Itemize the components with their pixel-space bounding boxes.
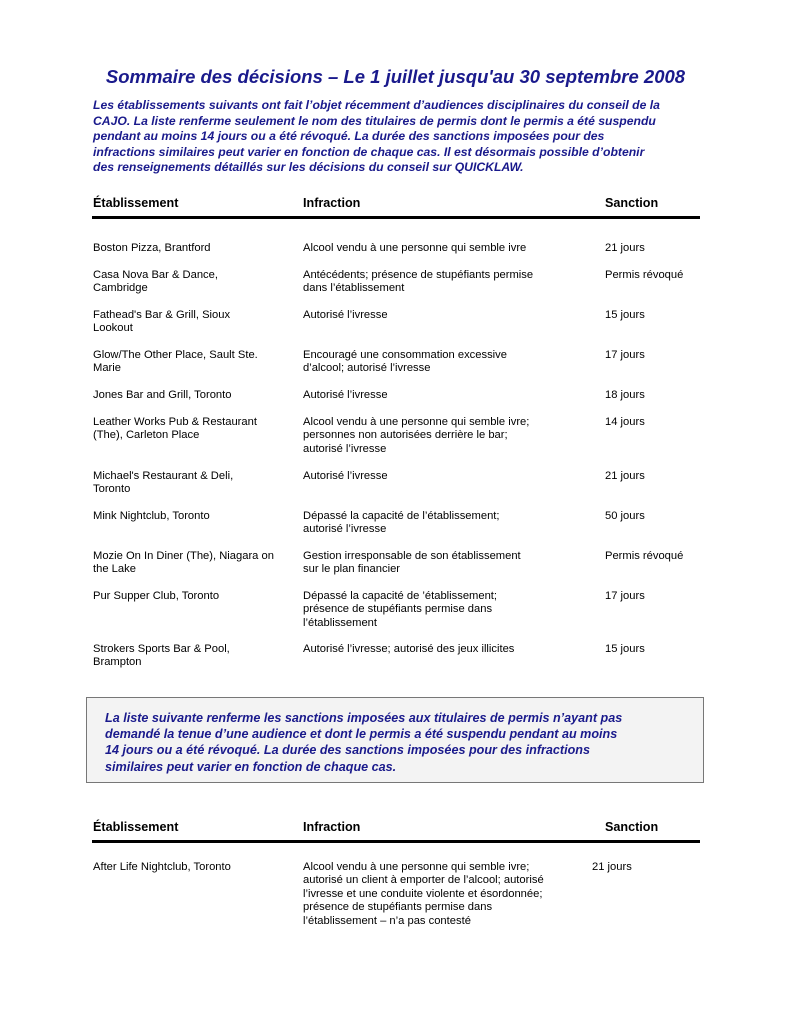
cell-sanction bbox=[605, 550, 705, 563]
cell-establishment-line: Michael's Restaurant & Deli, bbox=[93, 470, 234, 482]
cell-establishment bbox=[93, 416, 288, 443]
cell-offence-line: Dépassé la capacité de l’établissement; bbox=[303, 510, 500, 522]
cell-sanction bbox=[605, 242, 705, 255]
cell-offence bbox=[303, 269, 558, 296]
cell-offence-line: l’ivresse et une conduite violente et ésordonnée; bbox=[303, 887, 543, 900]
cell-establishment-line: Cambridge bbox=[93, 282, 148, 295]
cell-offence-line: Alcool vendu à une personne qui semble ivre; bbox=[303, 416, 530, 428]
cell-establishment-line: Leather Works Pub & Restaurant bbox=[93, 416, 257, 428]
cell-sanction-line: 14 jours bbox=[605, 416, 645, 428]
cell-offence bbox=[303, 861, 558, 928]
cell-offence bbox=[303, 416, 558, 456]
table1-header-offence: Infraction bbox=[303, 196, 361, 210]
cell-establishment bbox=[93, 269, 288, 296]
cell-establishment-line: (The), Carleton Place bbox=[93, 429, 200, 442]
cell-establishment-line: After Life Nightclub, Toronto bbox=[93, 861, 231, 873]
intro-line: des renseignements détaillés sur les décisions du conseil sur QUICKLAW. bbox=[93, 160, 524, 174]
cell-offence-line: Dépassé la capacité de ’établissement; bbox=[303, 590, 498, 602]
cell-establishment-line: Mink Nightclub, Toronto bbox=[93, 510, 210, 522]
cell-establishment-line: Brampton bbox=[93, 656, 142, 669]
cell-sanction-line: 21 jours bbox=[605, 470, 645, 482]
cell-offence bbox=[303, 389, 558, 402]
cell-sanction-line: Permis révoqué bbox=[605, 550, 684, 562]
cell-sanction bbox=[592, 861, 692, 874]
table2-header-offence: Infraction bbox=[303, 820, 361, 834]
cell-offence-line: Alcool vendu à une personne qui semble ivre; bbox=[303, 861, 530, 873]
cell-establishment bbox=[93, 389, 288, 402]
cell-offence-line: l’établissement bbox=[303, 616, 377, 629]
cell-establishment-line: Boston Pizza, Brantford bbox=[93, 242, 211, 254]
cell-offence-line: Autorisé l’ivresse bbox=[303, 309, 388, 321]
cell-establishment-line: Toronto bbox=[93, 483, 131, 496]
cell-sanction bbox=[605, 590, 705, 603]
cell-establishment bbox=[93, 242, 288, 255]
cell-offence bbox=[303, 590, 558, 630]
table2-header-establishment: Établissement bbox=[93, 820, 179, 834]
cell-offence bbox=[303, 643, 558, 656]
cell-establishment bbox=[93, 861, 288, 874]
cell-offence-line: Autorisé l’ivresse bbox=[303, 470, 388, 482]
cell-offence-line: autorisé un client à emporter de l’alcool; autorisé bbox=[303, 874, 544, 887]
notice-line: similaires peut varier en fonction de chaque cas. bbox=[105, 759, 397, 774]
cell-offence-line: sur le plan financier bbox=[303, 563, 401, 576]
cell-sanction bbox=[605, 389, 705, 402]
intro-paragraph bbox=[93, 98, 713, 176]
cell-offence bbox=[303, 349, 558, 376]
cell-offence-line: autorisé l’ivresse bbox=[303, 523, 387, 536]
cell-establishment bbox=[93, 590, 288, 603]
cell-sanction-line: 17 jours bbox=[605, 590, 645, 602]
cell-sanction bbox=[605, 269, 705, 282]
notice-line: 14 jours ou a été révoqué. La durée des sanctions imposées pour des infractions bbox=[105, 743, 591, 758]
cell-offence-line: dans l’établissement bbox=[303, 282, 405, 295]
cell-establishment bbox=[93, 510, 288, 523]
cell-offence-line: présence de stupéfiants permise dans bbox=[303, 603, 493, 616]
cell-establishment-line: Mozie On In Diner (The), Niagara on bbox=[93, 550, 274, 562]
cell-offence-line: Autorisé l’ivresse bbox=[303, 389, 388, 401]
intro-line: CAJO. La liste renferme seulement le nom des titulaires de permis dont le permis a été suspendu bbox=[93, 113, 656, 128]
table2-header-sanction: Sanction bbox=[605, 820, 659, 834]
cell-sanction bbox=[605, 470, 705, 483]
cell-offence bbox=[303, 550, 558, 577]
cell-establishment-line: Fathead's Bar & Grill, Sioux bbox=[93, 309, 231, 321]
notice-line: La liste suivante renferme les sanctions imposées aux titulaires de permis n’ayant pas bbox=[105, 711, 623, 725]
cell-offence-line: Gestion irresponsable de son établissement bbox=[303, 550, 521, 562]
cell-offence bbox=[303, 309, 558, 322]
intro-line: Les établissements suivants ont fait l’objet récemment d’audiences disciplinaires du conseil de la bbox=[93, 98, 660, 112]
cell-offence-line: autorisé l’ivresse bbox=[303, 442, 387, 455]
cell-establishment bbox=[93, 309, 288, 336]
cell-offence bbox=[303, 242, 558, 255]
cell-establishment-line: Pur Supper Club, Toronto bbox=[93, 590, 220, 602]
cell-offence-line: Antécédents; présence de stupéfiants permise bbox=[303, 269, 534, 281]
cell-establishment-line: the Lake bbox=[93, 563, 136, 576]
cell-establishment-line: Marie bbox=[93, 362, 121, 375]
table2-header bbox=[92, 820, 700, 843]
cell-establishment-line: Lookout bbox=[93, 322, 133, 335]
cell-establishment bbox=[93, 349, 288, 376]
cell-offence-line: l’établissement – n’a pas contesté bbox=[303, 914, 471, 927]
cell-sanction-line: 15 jours bbox=[605, 643, 645, 655]
cell-sanction bbox=[605, 510, 705, 523]
cell-offence-line: présence de stupéfiants permise dans bbox=[303, 901, 493, 914]
table1-header-establishment: Établissement bbox=[93, 196, 179, 210]
cell-offence-line: Alcool vendu à une personne qui semble ivre bbox=[303, 242, 527, 254]
cell-sanction bbox=[605, 643, 705, 656]
cell-establishment bbox=[93, 470, 288, 497]
cell-establishment-line: Strokers Sports Bar & Pool, bbox=[93, 643, 230, 655]
cell-sanction bbox=[605, 349, 705, 362]
cell-sanction-line: 15 jours bbox=[605, 309, 645, 321]
intro-line: pendant au moins 14 jours ou a été révoqué. La durée des sanctions imposées pour des bbox=[93, 129, 605, 143]
cell-sanction-line: 17 jours bbox=[605, 349, 645, 361]
cell-establishment-line: Casa Nova Bar & Dance, bbox=[93, 269, 218, 281]
cell-offence bbox=[303, 470, 558, 483]
cell-establishment-line: Glow/The Other Place, Sault Ste. bbox=[93, 349, 258, 361]
intro-line: infractions similaires peut varier en fonction de chaque cas. Il est désormais possible d’obtenir bbox=[93, 144, 645, 159]
cell-offence-line: personnes non autorisées derrière le bar; bbox=[303, 429, 508, 442]
cell-sanction-line: Permis révoqué bbox=[605, 269, 684, 281]
cell-sanction bbox=[605, 416, 705, 429]
cell-offence-line: Encouragé une consommation excessive bbox=[303, 349, 507, 361]
cell-sanction bbox=[605, 309, 705, 322]
cell-offence-line: Autorisé l’ivresse; autorisé des jeux illicites bbox=[303, 643, 515, 655]
cell-sanction-line: 18 jours bbox=[605, 389, 645, 401]
notice-text bbox=[105, 710, 695, 775]
notice-box bbox=[86, 697, 704, 783]
cell-offence bbox=[303, 510, 558, 537]
cell-sanction-line: 21 jours bbox=[592, 861, 632, 873]
cell-sanction-line: 21 jours bbox=[605, 242, 645, 254]
page-title: Sommaire des décisions – Le 1 juillet jusqu'au 30 septembre 2008 bbox=[105, 66, 686, 87]
cell-establishment bbox=[93, 550, 288, 577]
table1-header-sanction: Sanction bbox=[605, 196, 659, 210]
cell-sanction-line: 50 jours bbox=[605, 510, 645, 522]
table1-header bbox=[92, 196, 700, 219]
cell-establishment bbox=[93, 643, 288, 670]
cell-offence-line: d’alcool; autorisé l’ivresse bbox=[303, 362, 431, 375]
notice-line: demandé la tenue d’une audience et dont le permis a été suspendu pendant au moins bbox=[105, 727, 618, 742]
cell-establishment-line: Jones Bar and Grill, Toronto bbox=[93, 389, 232, 401]
